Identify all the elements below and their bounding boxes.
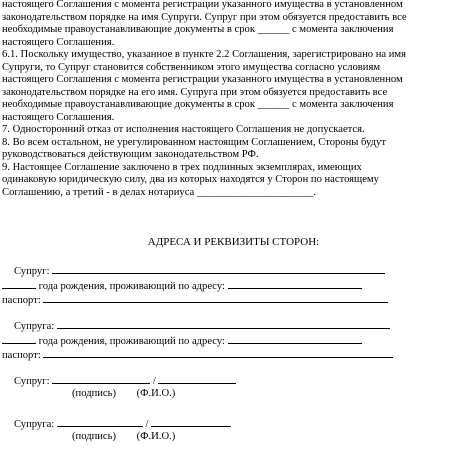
signature-slash: / (152, 376, 156, 387)
wife-birth-year-line (2, 334, 36, 344)
husband-birth-year-line (2, 279, 36, 289)
wife-name-row (14, 319, 390, 332)
husband-signature-row (14, 374, 236, 387)
wife-name-line (57, 319, 390, 329)
husband-label: Супруг: (14, 266, 50, 277)
husband-signature-line (52, 374, 150, 384)
signature-slash: / (145, 419, 149, 430)
wife-birth-text: года рождения, проживающий по адресу: (38, 336, 225, 347)
wife-address-line (228, 334, 362, 344)
agreement-body (2, 0, 462, 199)
body-line: Супруги, то Супруг становится собственником этого имущества согласно условиям (2, 61, 381, 73)
husband-passport-label: паспорт: (2, 295, 41, 306)
body-line: руководствоваться действующим законодательством РФ. (2, 149, 259, 160)
wife-label: Супруга: (14, 321, 55, 332)
body-line: настоящего Соглашения. (2, 111, 115, 123)
husband-passport-line (43, 293, 388, 303)
wife-signature-label: Супруга: (14, 419, 55, 430)
wife-passport-line (43, 348, 393, 358)
wife-signature-captions (72, 431, 175, 442)
body-line: законодательством порядке на имя Супруги. Супруг при этом обязуется предоставить все (2, 11, 407, 23)
body-line: 7. Односторонний отказ от исполнения настоящего Соглашения не допускается. (2, 124, 365, 135)
husband-birth-text: года рождения, проживающий по адресу: (38, 281, 225, 292)
signature-caption: (подпись) (72, 431, 116, 442)
signature-caption: (подпись) (72, 388, 116, 399)
wife-signature-row (14, 417, 231, 430)
wife-signature-line (57, 417, 143, 427)
body-line: 6.1. Поскольку имущество, указанное в пункте 2.2 Соглашения, зарегистрировано на имя (2, 49, 406, 60)
body-line: настоящего Соглашения с момента регистрации указанного имущества в установленном (2, 0, 403, 10)
body-line: одинаковую юридическую силу, два из которых находятся у Сторон по настоящему (2, 174, 379, 185)
husband-birth-row (2, 279, 362, 292)
body-line: необходимые правоустанавливающие документы в срок ______ с момента заключения (2, 99, 394, 110)
husband-signature-captions (72, 388, 175, 399)
body-line: настоящего Соглашения. (2, 36, 115, 48)
husband-address-line (228, 279, 362, 289)
body-line: Соглашению, а третий - в делах нотариуса ______________________. (2, 186, 317, 198)
body-line: 9. Настоящее Соглашение заключено в трех подлинных экземплярах, имеющих (2, 161, 362, 173)
body-line: законодательством порядке на его имя. Супруга при этом обязуется предоставить все (2, 86, 388, 98)
wife-birth-row (2, 334, 362, 347)
husband-name-line (52, 264, 385, 274)
fio-caption: (Ф.И.О.) (136, 388, 176, 399)
wife-passport-row (2, 348, 393, 361)
fio-caption: (Ф.И.О.) (136, 431, 176, 442)
requisites-heading: АДРЕСА И РЕКВИЗИТЫ СТОРОН: (147, 236, 320, 248)
body-line: 8. Во всем остальном, не урегулированном настоящим Соглашением, Стороны будут (2, 136, 386, 148)
body-line: необходимые правоустанавливающие документы в срок ______ с момента заключения (2, 24, 394, 35)
husband-fio-line (158, 374, 236, 384)
wife-passport-label: паспорт: (2, 350, 41, 361)
husband-signature-label: Супруг: (14, 376, 50, 387)
husband-passport-row (2, 293, 388, 306)
body-line: настоящего Соглашения с момента регистрации указанного имущества в установленном (2, 74, 403, 85)
wife-fio-line (151, 417, 231, 427)
husband-name-row (14, 264, 385, 277)
